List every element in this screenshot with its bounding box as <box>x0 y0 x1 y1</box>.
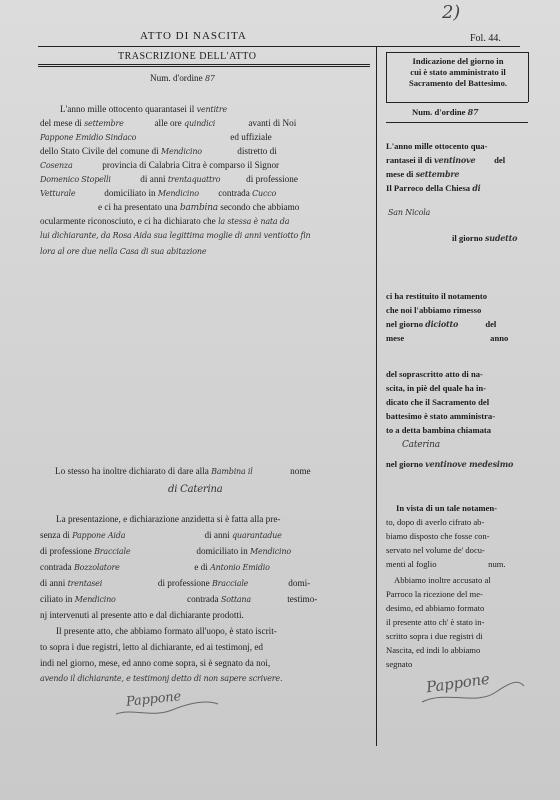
printed-text: del <box>485 319 497 329</box>
printed-text: L'anno mille ottocento quarantasei il <box>60 104 195 114</box>
act-line-11: lora al ore due nella Casa di sua abitazione <box>40 247 207 256</box>
handwritten-birth-statement: la stessa è nata <box>218 217 278 226</box>
printed-text: domiciliato in <box>104 188 156 198</box>
printed-text: ed uffiziale <box>230 132 272 142</box>
handwritten-witness-2-dom: Mendicino <box>74 595 116 604</box>
right-line-6 <box>452 232 517 244</box>
folio-number: Fol. 44. <box>470 33 501 44</box>
title-rule <box>38 64 370 65</box>
right-line-27: scritto sopra i due registri di <box>386 631 483 641</box>
witness-line-5 <box>40 577 310 590</box>
right-line-22 <box>386 558 506 570</box>
right-line-20: biamo disposto che fosse con- <box>386 531 490 541</box>
printed-text: nel giorno <box>386 459 424 469</box>
printed-text: testimo- <box>287 594 318 604</box>
handwritten-witness-1-dom: Mendicino <box>249 547 291 556</box>
signature-text: Pappone <box>425 669 491 697</box>
handwritten-mayor: Pappone Emidio Sindaco <box>40 133 137 142</box>
signature-flourish <box>416 668 528 708</box>
right-line-14: battesimo è stato amministra- <box>386 411 496 421</box>
title-rule-double <box>38 66 370 67</box>
handwritten-witness-1-age: quarantadue <box>232 531 282 540</box>
name-declaration-line <box>55 465 311 478</box>
act-line-10: lui dichiarante, da Rosa Aida sua legittima moglie di anni ventiotto fin <box>40 231 311 240</box>
box-bottom-border <box>386 102 528 103</box>
handwritten-comune: Mendicino <box>160 147 202 156</box>
printed-text: anno <box>490 333 509 343</box>
handwritten-day: ventitre <box>196 105 227 114</box>
section-title: TRASCRIZIONE DELL'ATTO <box>118 51 257 62</box>
box-left-border <box>386 52 387 102</box>
right-line-9 <box>386 318 496 330</box>
order-number: 87 <box>205 74 215 83</box>
right-line-29: segnato <box>386 659 413 669</box>
handwritten-witness-2: Antonio Emidio <box>210 563 270 572</box>
signature-text: Pappone <box>125 689 182 710</box>
printed-text: domi- <box>288 578 311 588</box>
witness-line-3 <box>40 545 291 558</box>
printed-text: ocularmente riconosciuto, e ci ha dichiarato che <box>40 216 216 226</box>
handwritten-day: ventinove medesimo <box>425 459 514 469</box>
act-line-8 <box>98 201 299 214</box>
box-title-line: cui è stato amministrato il <box>410 67 506 77</box>
printed-text: senza di <box>40 530 70 540</box>
act-line-9 <box>40 215 289 228</box>
printed-text: alle ore <box>154 118 182 128</box>
baptism-box-title <box>390 56 526 89</box>
printed-text: contrada <box>218 188 250 198</box>
printed-text: e ci ha presentato una <box>98 202 178 212</box>
act-line-5 <box>40 159 279 172</box>
handwritten-witness-1-prof: Bracciale <box>94 547 131 556</box>
right-line-21: servato nel volume de' docu- <box>386 545 485 555</box>
right-line-1: L'anno mille ottocento qua- <box>386 141 488 151</box>
handwritten-day: diciotto <box>425 319 459 329</box>
witness-line-2 <box>40 529 282 542</box>
handwritten-declarant: Domenico Stopelli <box>40 175 111 184</box>
act-line-6 <box>40 173 298 186</box>
column-divider <box>376 46 377 746</box>
handwritten-witness-2-age: trentasei <box>67 579 103 588</box>
box-top-border <box>386 52 528 53</box>
right-line-4 <box>386 182 481 194</box>
handwritten-district: Cosenza <box>40 161 73 170</box>
printed-text: del <box>494 155 506 165</box>
printed-text: secondo che abbiamo <box>220 202 300 212</box>
right-order-number-line <box>412 106 478 118</box>
box-right-border <box>528 52 529 102</box>
right-line-2 <box>386 154 505 166</box>
closing-line-2: to sopra i due registri, letto al dichiarante, ed ai testimonj, ed <box>40 642 263 652</box>
right-line-17 <box>386 458 513 470</box>
right-line-10 <box>386 332 508 344</box>
corner-mark: 2) <box>442 2 461 23</box>
printed-text: nel giorno <box>386 319 424 329</box>
right-line-26: il presente atto ch' è stato in- <box>386 617 485 627</box>
order-number: 87 <box>467 107 479 117</box>
printed-text: Lo stesso ha inoltre dichiarato di dare alla <box>55 466 209 476</box>
handwritten-article: il <box>247 467 253 476</box>
printed-text: avanti di Noi <box>248 118 297 128</box>
printed-text: chiamata <box>457 425 492 435</box>
right-line-16: Caterina <box>402 440 440 450</box>
box-title-line: Indicazione del giorno in <box>412 56 504 66</box>
right-line-5: San Nicola <box>388 208 431 217</box>
printed-text: ciliato in <box>40 594 73 604</box>
printed-text: di anni <box>40 578 66 588</box>
handwritten-birth-statement-cont: da <box>279 217 290 226</box>
closing-line-1: Il presente atto, che abbiamo formato all'uopo, è stato iscrit- <box>56 626 277 636</box>
box-title-line: Sacramento del Battesimo. <box>408 78 508 88</box>
right-line-24: Parroco la ricezione del me- <box>386 589 483 599</box>
order-rule <box>386 122 528 123</box>
right-line-23: Abbiamo inoltre accusato al <box>394 575 491 585</box>
document-title: ATTO DI NASCITA <box>140 30 247 42</box>
order-number-line <box>150 72 215 85</box>
handwritten-witness-2-contrada: Sottana <box>220 595 251 604</box>
right-line-7: ci ha restituito il notamento <box>386 291 488 301</box>
act-line-1 <box>60 103 227 116</box>
right-line-13: dicato che il Sacramento del <box>386 397 490 407</box>
printed-text: domiciliato in <box>196 546 248 556</box>
printed-text: to a detta <box>386 425 421 435</box>
printed-text: Il Parroco della Chiesa <box>386 183 471 193</box>
closing-line-3: indi nel giorno, mese, ed anno come sopra, si è segnato da noi, <box>40 658 271 668</box>
printed-text: mese <box>386 333 405 343</box>
printed-text: menti al foglio <box>386 559 437 569</box>
printed-text: mese di <box>386 169 414 179</box>
printed-text: del mese di <box>40 118 82 128</box>
printed-text: distretto di <box>237 146 277 156</box>
handwritten-child: Bambina <box>211 467 246 476</box>
handwritten-month: settembre <box>84 119 124 128</box>
right-line-11: del soprascritto atto di na- <box>386 369 483 379</box>
left-signature <box>112 690 222 720</box>
right-line-12: scita, in piè del quale ha in- <box>386 383 487 393</box>
printed-text: il giorno <box>452 233 483 243</box>
order-label: Num. d'ordine <box>412 107 466 117</box>
signature-flourish <box>112 690 222 720</box>
witness-line-7: nj intervenuti al presente atto e dal dichiarante prodotti. <box>40 610 244 620</box>
handwritten-day: sudetto <box>484 233 518 243</box>
printed-text: di professione <box>157 578 210 588</box>
printed-text: rantasei il di <box>386 155 432 165</box>
printed-text: e di <box>194 562 208 572</box>
act-line-3 <box>40 131 272 144</box>
handwritten-witness-1: Pappone Aida <box>72 531 126 540</box>
printed-text: contrada <box>40 562 72 572</box>
child-name: di Caterina <box>168 484 223 495</box>
act-line-2 <box>40 117 296 130</box>
witness-line-6 <box>40 593 317 606</box>
handwritten-profession: Vetturale <box>40 189 76 198</box>
right-line-25: desimo, ed abbiamo formato <box>386 603 485 613</box>
closing-line-4: avendo il dichiarante, e testimonj detto di non sapere scrivere. <box>40 674 283 683</box>
printed-text: nome <box>290 466 311 476</box>
act-line-4 <box>40 145 277 158</box>
right-signature <box>416 668 528 708</box>
right-line-15 <box>386 424 491 436</box>
witness-line-4 <box>40 561 270 574</box>
right-line-19: to, dopo di averlo cifrato ab- <box>386 517 485 527</box>
handwritten-witness-1-contrada: Bozzolatore <box>73 563 120 572</box>
printed-text: di professione <box>40 546 92 556</box>
printed-text: contrada <box>187 594 219 604</box>
handwritten-prep: di <box>472 183 481 193</box>
right-line-8: che noi l'abbiamo rimesso <box>386 305 482 315</box>
handwritten-child-sex: bambina <box>179 203 218 213</box>
witness-line-1: La presentazione, e dichiarazione anzidetta si è fatta alla pre- <box>56 514 281 524</box>
header-rule <box>38 46 520 47</box>
handwritten-day: ventinove <box>434 155 476 165</box>
handwritten-month: settembre <box>415 169 460 179</box>
handwritten-contrada: Cucco <box>252 189 277 198</box>
printed-text: di professione <box>246 174 298 184</box>
right-line-3 <box>386 168 459 180</box>
printed-text: num. <box>488 559 506 569</box>
handwritten-domicile: Mendicino <box>157 189 199 198</box>
order-label: Num. d'ordine <box>150 73 203 83</box>
printed-text: bambina <box>422 425 456 435</box>
printed-text: di anni <box>140 174 166 184</box>
printed-text: di anni <box>204 530 230 540</box>
right-line-18: In vista di un tale notamen- <box>396 503 497 513</box>
printed-text: dello Stato Civile del comune di <box>40 146 159 156</box>
act-line-7 <box>40 187 276 200</box>
handwritten-hour: quindici <box>184 119 216 128</box>
handwritten-age: trentaquattro <box>167 175 221 184</box>
handwritten-witness-2-prof: Bracciale <box>211 579 249 588</box>
right-line-28: Nascita, ed indi lo abbiamo <box>386 645 481 655</box>
printed-text: provincia di Calabria Citra è comparso il Signor <box>102 160 280 170</box>
